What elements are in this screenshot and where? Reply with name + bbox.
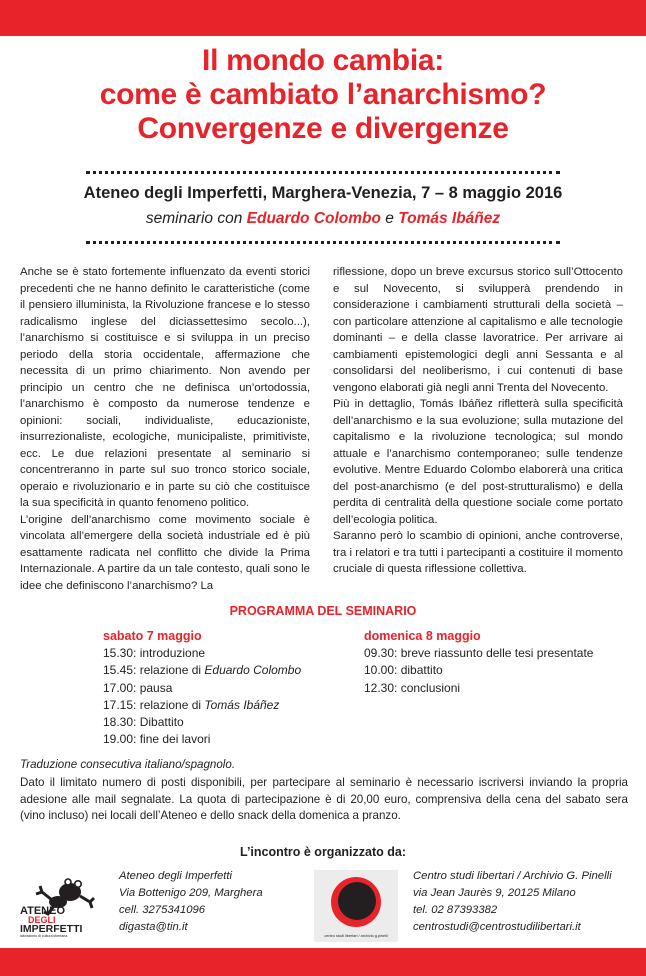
logo-text-ateneo: ATENEO bbox=[20, 905, 66, 917]
translation-note: Traduzione consecutiva italiano/spagnolo. bbox=[20, 758, 236, 771]
schedule-text: 17.15: relazione di bbox=[103, 697, 205, 712]
logo-text-degli: DEGLI bbox=[28, 915, 56, 925]
logo-caption: laboratorio di cultura libertaria bbox=[20, 934, 68, 938]
dotted-divider-top bbox=[86, 171, 560, 174]
organizer-ateneo bbox=[119, 868, 263, 936]
seminar-conj: e bbox=[380, 210, 399, 227]
schedule-item bbox=[364, 645, 634, 662]
schedule-item bbox=[364, 662, 634, 679]
body-paragraph: Anche se è stato fortemente influenzato da eventi storici precedenti che ne hanno definito le caratteristiche (come il pensiero illuminista, la Rivoluzione francese e lo stesso radicalismo inglese del diciassettesimo secolo...), l’anarchismo si costituisce e si sviluppa in un preciso periodo della storia occidentale, affermazione che necessita di un primo chiarimento. Non avendo per principio un centro che ne definisca un’ortodossia, l’anarchismo è composto da numerose tendenze e opinioni: sociali, individualiste, educazioniste, insurrezionaliste, ecologiche, municipaliste, primitiviste, ecc. Le due relazioni presentate al seminario si concentreranno in parte sul suo tronco storico sociale, operaio e rivoluzionario e in parte su ciò che costituisce la sua specificità in quanto fenomeno politico. bbox=[20, 266, 310, 509]
organizer-name: Ateneo degli Imperfetti bbox=[119, 870, 233, 882]
schedule-text: 10.00: dibattito bbox=[364, 663, 443, 678]
centro-studi-logo bbox=[314, 870, 398, 942]
seminar-line bbox=[0, 210, 646, 228]
logo-caption: centro studi libertari / archivio g.pinelli bbox=[324, 934, 388, 938]
dotted-divider-bottom bbox=[86, 241, 560, 244]
organizer-email[interactable]: centrostudi@centrostudilibertari.it bbox=[413, 921, 581, 933]
schedule-text: 12.30: conclusioni bbox=[364, 680, 461, 695]
programme-heading: PROGRAMMA DEL SEMINARIO bbox=[229, 604, 417, 618]
body-paragraph: Più in dettaglio, Tomás Ibáñez rifletterà sulla specificità dell’anarchismo e la sua evoluzione; sulla mutazione del capitalismo e la rivoluzione tecnologica; sul mondo attuale e l’anarchismo contemporaneo; sulle tendenze evolutive. Mentre Eduardo Colombo elaborerà una critica del post-anarchismo (e del post-strutturalismo) e della perdita di centralità della questione sociale come portato dell’ecologia politica. bbox=[333, 398, 623, 526]
programme-saturday bbox=[103, 628, 373, 748]
organizer-phone: cell. 3275341096 bbox=[119, 904, 206, 916]
schedule-text: 19.00: fine dei lavori bbox=[103, 732, 211, 747]
ateneo-frog-logo bbox=[18, 872, 98, 938]
schedule-speaker: Tomás Ibáñez bbox=[204, 697, 280, 712]
title-line-3: Convergenze e divergenze bbox=[137, 112, 509, 145]
organizer-email[interactable]: digasta@tin.it bbox=[119, 921, 188, 933]
organizers-heading: L’incontro è organizzato da: bbox=[240, 845, 406, 859]
organizer-address: via Jean Jaurès 9, 20125 Milano bbox=[413, 887, 576, 899]
seminar-prefix: seminario con bbox=[145, 210, 247, 227]
organizer-name: Centro studi libertari / Archivio G. Pinelli bbox=[413, 870, 612, 882]
organizer-phone: tel. 02 87393382 bbox=[413, 904, 498, 916]
schedule-item bbox=[103, 731, 373, 748]
schedule-text: 18.30: Dibattito bbox=[103, 715, 184, 730]
title-line-1: Il mondo cambia: bbox=[202, 44, 444, 77]
schedule-item bbox=[103, 714, 373, 731]
schedule-item bbox=[103, 645, 373, 662]
schedule-item bbox=[103, 662, 373, 679]
schedule-text: 15.30: introduzione bbox=[103, 646, 206, 661]
body-paragraph: riflessione, dopo un breve excursus storico sull’Ottocento e sul Novecento, si svilupperà prendendo in considerazione i cambiamenti strutturali della società – con particolare attenzione al capitalismo e alle tecnologie dominanti – e della classe lavoratrice. Per arrivare ai cambiamenti epistemologici degli anni Sessanta e al consolidarsi del neoliberismo, i cui contenuti di base vengono elaborati già negli anni Trenta del Novecento. bbox=[333, 266, 623, 394]
sunday-title: domenica 8 maggio bbox=[364, 629, 481, 643]
organizer-address: Via Bottenigo 209, Marghera bbox=[119, 887, 263, 899]
registration-note: Dato il limitato numero di posti disponibili, per partecipare al seminario è necessario iscriversi inviando la propria adesione alle mail segnalate. La quota di partecipazione è di 20,00 euro, comprensiva della cena del sabato sera (vino incluso) nei locali dell’Ateneo e dello snack della domenica a pranzo. bbox=[20, 776, 628, 822]
speaker-ibanez: Tomás Ibáñez bbox=[398, 210, 501, 227]
schedule-item bbox=[103, 697, 373, 714]
schedule-item bbox=[103, 680, 373, 697]
body-paragraph: Saranno però lo scambio di opinioni, anche controverse, tra i relatori e tra tutti i partecipanti a costituire il momento cruciale di questa riflessione collettiva. bbox=[333, 530, 623, 575]
programme-sunday bbox=[364, 628, 634, 697]
page-title bbox=[0, 44, 646, 146]
bottom-red-bar bbox=[0, 948, 646, 976]
body-column-left bbox=[20, 264, 310, 594]
body-paragraph: L’origine dell’anarchismo come movimento sociale è vincolata all’emergere della società industriale ed è più esattamente radicata nel conflitto che divide la Prima Internazionale. A partire da un tale contesto, quali sono le idee che definiscono l’anarchismo? La bbox=[20, 513, 310, 592]
schedule-speaker: Eduardo Colombo bbox=[204, 663, 302, 678]
organizer-centro-studi bbox=[413, 868, 612, 936]
saturday-title: sabato 7 maggio bbox=[103, 629, 202, 643]
top-red-bar bbox=[0, 0, 646, 36]
venue-line: Ateneo degli Imperfetti, Marghera-Venezia, 7 – 8 maggio 2016 bbox=[83, 184, 563, 202]
logo-text-imperfetti: IMPERFETTI bbox=[20, 923, 83, 935]
schedule-text: 15.45: relazione di bbox=[103, 663, 205, 678]
speaker-colombo: Eduardo Colombo bbox=[246, 210, 381, 227]
body-column-right bbox=[333, 264, 623, 578]
title-line-2: come è cambiato l’anarchismo? bbox=[99, 78, 547, 111]
schedule-item bbox=[364, 680, 634, 697]
schedule-text: 09.30: breve riassunto delle tesi presentate bbox=[364, 646, 594, 661]
schedule-text: 17.00: pausa bbox=[103, 680, 173, 695]
